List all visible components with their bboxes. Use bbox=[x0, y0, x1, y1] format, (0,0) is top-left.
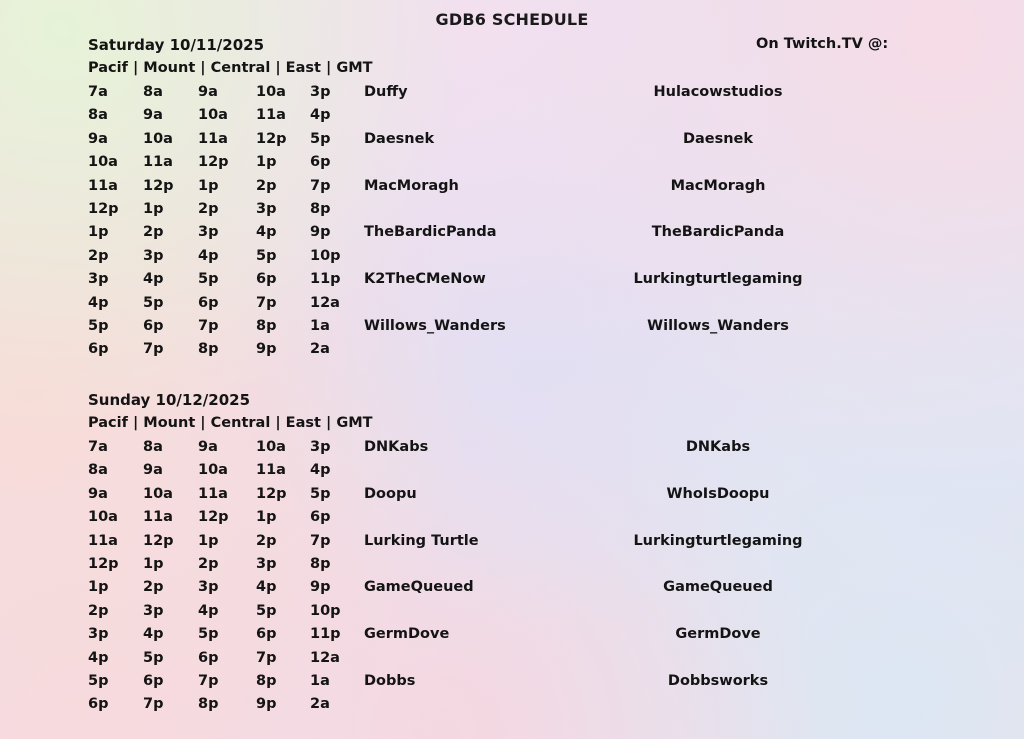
cell-east: 8p bbox=[256, 317, 277, 334]
table-row bbox=[88, 248, 988, 271]
cell-gmt: 12a bbox=[310, 294, 340, 311]
cell-pacific: 9a bbox=[88, 485, 108, 502]
cell-central: 3p bbox=[198, 224, 219, 241]
cell-east: 10a bbox=[256, 439, 286, 455]
cell-pacific: 6p bbox=[88, 696, 109, 713]
cell-event: Duffy bbox=[364, 84, 408, 100]
cell-mountain: 7p bbox=[143, 696, 164, 713]
sunday-zone-header bbox=[88, 415, 988, 439]
cell-east: 2p bbox=[256, 177, 277, 194]
cell-mountain: 10a bbox=[143, 130, 173, 147]
cell-central: 2p bbox=[198, 200, 219, 217]
cell-event: Dobbs bbox=[364, 672, 416, 689]
cell-central: 5p bbox=[198, 271, 219, 288]
table-row bbox=[88, 462, 988, 485]
cell-central: 12p bbox=[198, 509, 229, 526]
cell-gmt: 10p bbox=[310, 602, 341, 619]
cell-central: 1p bbox=[198, 177, 219, 194]
cell-gmt: 10p bbox=[310, 247, 341, 264]
cell-mountain: 4p bbox=[143, 271, 164, 288]
saturday-section bbox=[88, 36, 988, 365]
table-row bbox=[88, 486, 988, 509]
cell-mountain: 5p bbox=[143, 649, 164, 666]
cell-event: DNKabs bbox=[364, 439, 429, 455]
cell-central: 9a bbox=[198, 439, 218, 455]
cell-pacific: 12p bbox=[88, 555, 119, 572]
cell-central: 9a bbox=[198, 84, 218, 100]
cell-pacific: 4p bbox=[88, 294, 109, 311]
cell-channel: Lurkingturtlegaming bbox=[633, 532, 803, 549]
cell-pacific: 10a bbox=[88, 154, 118, 171]
cell-channel: DNKabs bbox=[685, 439, 751, 455]
cell-gmt: 9p bbox=[310, 579, 331, 596]
twitch-note-label: On Twitch.TV @: bbox=[756, 36, 889, 52]
cell-central: 6p bbox=[198, 294, 219, 311]
cell-gmt: 6p bbox=[310, 154, 331, 171]
sunday-section bbox=[88, 391, 988, 720]
cell-east: 7p bbox=[256, 294, 277, 311]
cell-gmt: 6p bbox=[310, 509, 331, 526]
table-row bbox=[88, 673, 988, 696]
cell-channel: TheBardicPanda bbox=[651, 224, 785, 241]
cell-mountain: 1p bbox=[143, 555, 164, 572]
cell-pacific: 5p bbox=[88, 317, 109, 334]
cell-east: 12p bbox=[256, 130, 287, 147]
cell-east: 11a bbox=[256, 107, 286, 124]
cell-pacific: 1p bbox=[88, 579, 109, 596]
cell-pacific: 3p bbox=[88, 271, 109, 288]
cell-gmt: 2a bbox=[310, 341, 330, 358]
cell-gmt: 11p bbox=[310, 271, 341, 288]
cell-central: 10a bbox=[198, 462, 228, 479]
table-row bbox=[88, 579, 988, 602]
cell-mountain: 7p bbox=[143, 341, 164, 358]
cell-mountain: 6p bbox=[143, 317, 164, 334]
cell-east: 10a bbox=[256, 84, 286, 100]
cell-gmt: 3p bbox=[310, 439, 331, 455]
cell-central: 11a bbox=[198, 130, 228, 147]
cell-east: 1p bbox=[256, 154, 277, 171]
table-row bbox=[88, 154, 988, 177]
cell-channel: Daesnek bbox=[682, 130, 754, 147]
cell-event: Lurking Turtle bbox=[364, 532, 479, 549]
table-row bbox=[88, 533, 988, 556]
sunday-rows bbox=[88, 439, 988, 720]
cell-event: GermDove bbox=[364, 626, 450, 643]
cell-channel: Willows_Wanders bbox=[647, 317, 789, 334]
cell-gmt: 11p bbox=[310, 626, 341, 643]
cell-central: 8p bbox=[198, 696, 219, 713]
cell-central: 5p bbox=[198, 626, 219, 643]
cell-east: 9p bbox=[256, 696, 277, 713]
cell-east: 3p bbox=[256, 555, 277, 572]
saturday-zone-header bbox=[88, 60, 988, 84]
table-row bbox=[88, 178, 988, 201]
table-row bbox=[88, 318, 988, 341]
cell-event: Daesnek bbox=[364, 130, 435, 147]
cell-east: 5p bbox=[256, 602, 277, 619]
cell-channel: Dobbsworks bbox=[667, 672, 769, 689]
cell-mountain: 12p bbox=[143, 177, 174, 194]
sunday-day-row bbox=[88, 391, 988, 415]
cell-pacific: 5p bbox=[88, 672, 109, 689]
cell-gmt: 8p bbox=[310, 200, 331, 217]
cell-east: 2p bbox=[256, 532, 277, 549]
cell-event: TheBardicPanda bbox=[364, 224, 497, 241]
cell-pacific: 9a bbox=[88, 130, 108, 147]
cell-east: 3p bbox=[256, 200, 277, 217]
cell-event: GameQueued bbox=[364, 579, 474, 596]
cell-central: 4p bbox=[198, 602, 219, 619]
table-row bbox=[88, 295, 988, 318]
cell-event: K2TheCMeNow bbox=[364, 271, 486, 288]
cell-central: 4p bbox=[198, 247, 219, 264]
cell-pacific: 8a bbox=[88, 107, 108, 124]
cell-gmt: 8p bbox=[310, 555, 331, 572]
cell-gmt: 1a bbox=[310, 672, 330, 689]
cell-east: 8p bbox=[256, 672, 277, 689]
saturday-rows bbox=[88, 84, 988, 365]
cell-mountain: 9a bbox=[143, 462, 163, 479]
cell-gmt: 7p bbox=[310, 177, 331, 194]
table-row bbox=[88, 224, 988, 247]
cell-channel: GameQueued bbox=[663, 579, 773, 596]
cell-channel: WhoIsDoopu bbox=[666, 485, 770, 502]
zone-header-text: Pacif | Mount | Central | East | GMT bbox=[88, 415, 373, 431]
cell-central: 8p bbox=[198, 341, 219, 358]
cell-central: 7p bbox=[198, 317, 219, 334]
table-row bbox=[88, 271, 988, 294]
cell-pacific: 11a bbox=[88, 177, 118, 194]
cell-east: 5p bbox=[256, 247, 277, 264]
cell-gmt: 5p bbox=[310, 485, 331, 502]
cell-pacific: 7a bbox=[88, 84, 108, 100]
cell-east: 12p bbox=[256, 485, 287, 502]
cell-channel: Hulacowstudios bbox=[653, 84, 783, 100]
cell-mountain: 12p bbox=[143, 532, 174, 549]
cell-mountain: 2p bbox=[143, 224, 164, 241]
cell-gmt: 7p bbox=[310, 532, 331, 549]
cell-pacific: 10a bbox=[88, 509, 118, 526]
cell-pacific: 8a bbox=[88, 462, 108, 479]
table-row bbox=[88, 556, 988, 579]
cell-pacific: 2p bbox=[88, 247, 109, 264]
table-row bbox=[88, 509, 988, 532]
cell-gmt: 2a bbox=[310, 696, 330, 713]
cell-event: Willows_Wanders bbox=[364, 317, 506, 334]
cell-mountain: 4p bbox=[143, 626, 164, 643]
cell-mountain: 11a bbox=[143, 509, 173, 526]
table-row bbox=[88, 650, 988, 673]
cell-pacific: 4p bbox=[88, 649, 109, 666]
cell-gmt: 4p bbox=[310, 107, 331, 124]
cell-mountain: 2p bbox=[143, 579, 164, 596]
cell-central: 10a bbox=[198, 107, 228, 124]
cell-central: 6p bbox=[198, 649, 219, 666]
cell-channel: Lurkingturtlegaming bbox=[633, 271, 803, 288]
cell-gmt: 9p bbox=[310, 224, 331, 241]
cell-mountain: 1p bbox=[143, 200, 164, 217]
cell-east: 7p bbox=[256, 649, 277, 666]
cell-east: 11a bbox=[256, 462, 286, 479]
cell-gmt: 3p bbox=[310, 84, 331, 100]
table-row bbox=[88, 201, 988, 224]
cell-east: 6p bbox=[256, 626, 277, 643]
cell-event: Doopu bbox=[364, 485, 417, 502]
table-row bbox=[88, 696, 988, 719]
table-row bbox=[88, 341, 988, 364]
cell-pacific: 3p bbox=[88, 626, 109, 643]
cell-central: 1p bbox=[198, 532, 219, 549]
page-title: GDB6 SCHEDULE bbox=[435, 10, 589, 29]
cell-mountain: 10a bbox=[143, 485, 173, 502]
cell-pacific: 1p bbox=[88, 224, 109, 241]
table-row bbox=[88, 603, 988, 626]
cell-mountain: 5p bbox=[143, 294, 164, 311]
table-row bbox=[88, 439, 988, 462]
cell-pacific: 7a bbox=[88, 439, 108, 455]
cell-central: 12p bbox=[198, 154, 229, 171]
table-row bbox=[88, 626, 988, 649]
cell-pacific: 6p bbox=[88, 341, 109, 358]
cell-gmt: 4p bbox=[310, 462, 331, 479]
cell-pacific: 11a bbox=[88, 532, 118, 549]
cell-central: 7p bbox=[198, 672, 219, 689]
table-row bbox=[88, 84, 988, 107]
zone-header-text: Pacif | Mount | Central | East | GMT bbox=[88, 60, 373, 76]
cell-mountain: 3p bbox=[143, 247, 164, 264]
cell-mountain: 8a bbox=[143, 439, 163, 455]
cell-east: 1p bbox=[256, 509, 277, 526]
table-row bbox=[88, 131, 988, 154]
cell-mountain: 6p bbox=[143, 672, 164, 689]
saturday-day-row bbox=[88, 36, 988, 60]
cell-pacific: 2p bbox=[88, 602, 109, 619]
cell-east: 4p bbox=[256, 224, 277, 241]
cell-mountain: 8a bbox=[143, 84, 163, 100]
cell-east: 4p bbox=[256, 579, 277, 596]
saturday-date-label: Saturday 10/11/2025 bbox=[88, 36, 265, 54]
cell-gmt: 1a bbox=[310, 317, 330, 334]
cell-central: 3p bbox=[198, 579, 219, 596]
cell-gmt: 5p bbox=[310, 130, 331, 147]
cell-event: MacMoragh bbox=[364, 177, 459, 194]
cell-gmt: 12a bbox=[310, 649, 340, 666]
cell-channel: GermDove bbox=[675, 626, 761, 643]
cell-central: 2p bbox=[198, 555, 219, 572]
cell-mountain: 9a bbox=[143, 107, 163, 124]
cell-mountain: 11a bbox=[143, 154, 173, 171]
table-row bbox=[88, 107, 988, 130]
cell-central: 11a bbox=[198, 485, 228, 502]
cell-pacific: 12p bbox=[88, 200, 119, 217]
cell-east: 9p bbox=[256, 341, 277, 358]
sunday-date-label: Sunday 10/12/2025 bbox=[88, 391, 251, 409]
cell-east: 6p bbox=[256, 271, 277, 288]
cell-channel: MacMoragh bbox=[670, 177, 766, 194]
cell-mountain: 3p bbox=[143, 602, 164, 619]
